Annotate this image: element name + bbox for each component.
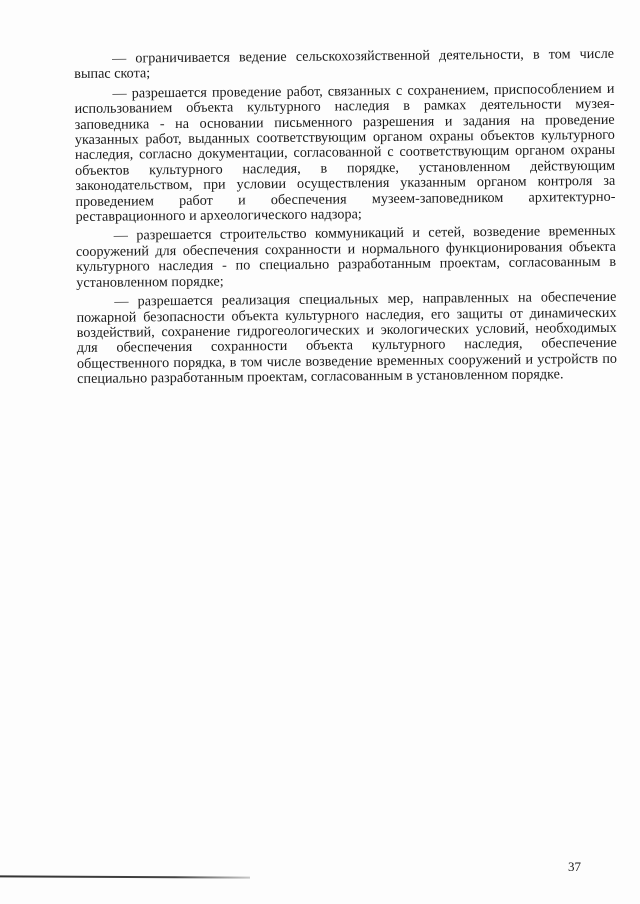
- scan-edge-line: [0, 875, 250, 878]
- paragraph-special-measures: — разрешается реализация специальных мер, направленных на обеспечение пожарной безопасности объекта культурного наследия, его защиты от динамических воздействий, сохранение гидрогеологических и экологических условий, необходимых для обеспечения сохранности объекта культурного наследия, обеспечение общественного порядка, в том числе возведение временных сооружений и устройств по специально разработанным проектам, согласованным в установленном порядке.: [76, 288, 618, 388]
- body-text: [74, 47, 617, 392]
- page-number: 37: [568, 859, 581, 874]
- paragraph-grazing-restriction: — ограничивается ведение сельскохозяйственной деятельности, в том числе выпас скота;: [74, 45, 615, 83]
- paragraph-utilities-construction: — разрешается строительство коммуникаций и сетей, возведение временных сооружений для обеспечения сохранности и нормального функционирования объекта культурного наследия - по специально разработанным проектам, согласованным в установленном порядке;: [75, 223, 617, 291]
- paragraph-preservation-works: — разрешается проведение работ, связанных с сохранением, приспособлением и использованием объекта культурного наследия в рамках деятельности музея-заповедника - на основании письменного разрешения и задания на проведение указанных работ, выданных соответствующим органом охраны объектов культурного наследия, согласно документации, согласованной с соответствующим органом охраны объектов культурного наследия, в порядке, установленном действующим законодательством, при условии осуществления указанным органом контроля за проведением работ и обеспечения музеем-заповедником архитектурно-реставрационного и археологического надзора;: [74, 80, 616, 226]
